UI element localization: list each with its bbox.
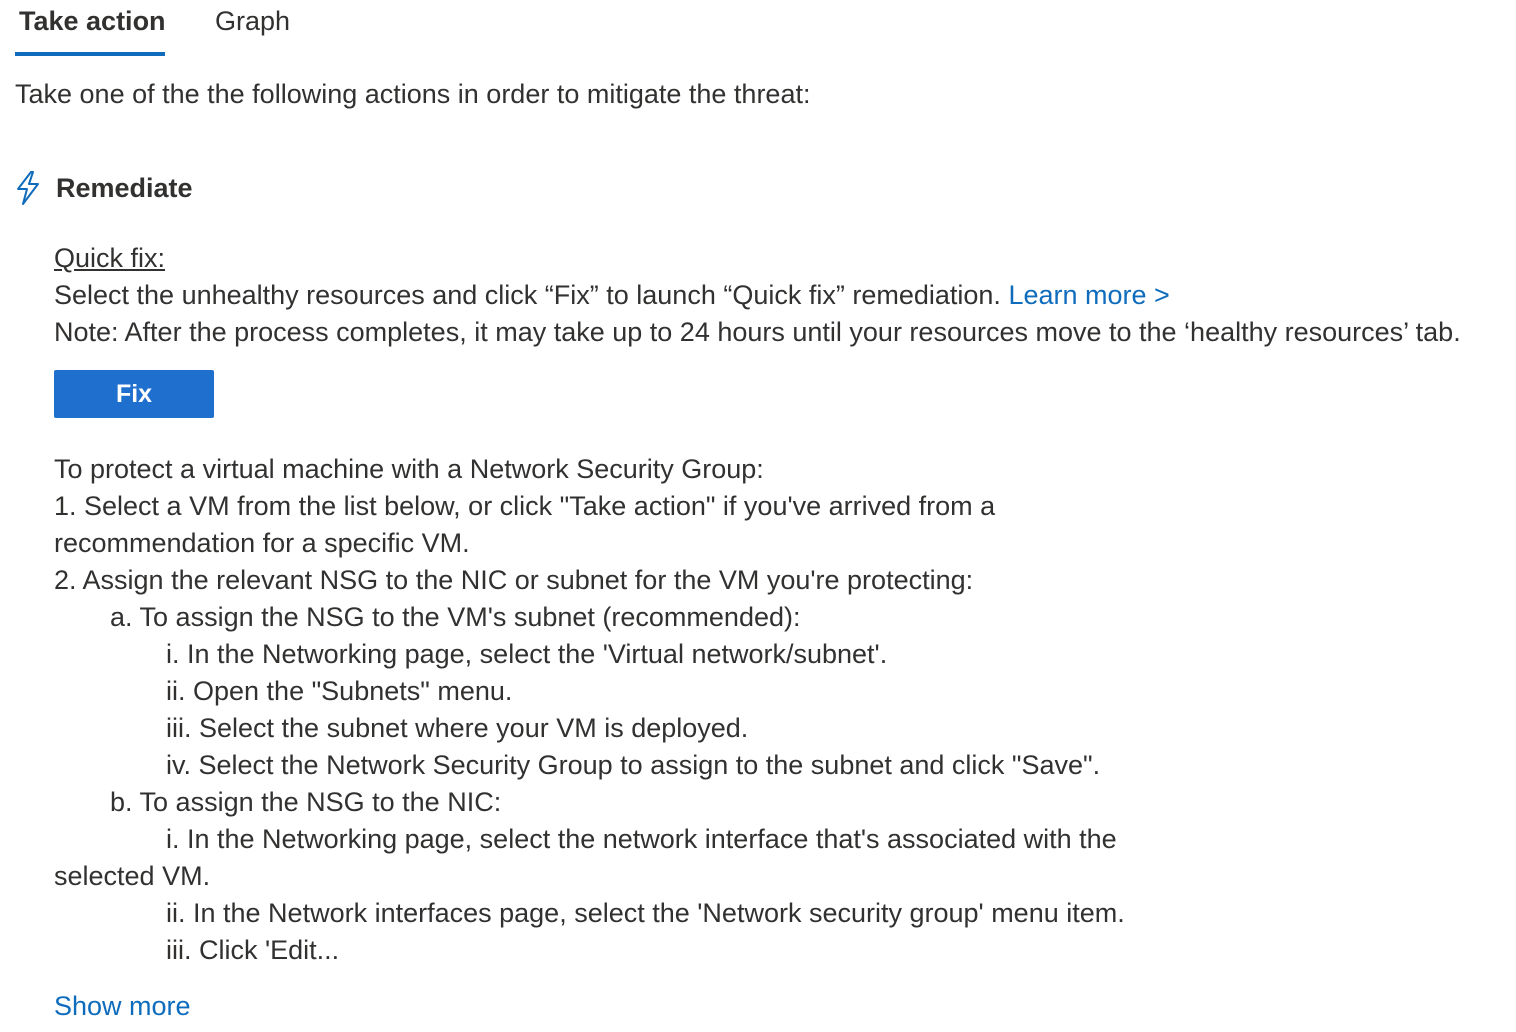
step-line: ii. Open the "Subnets" menu. — [166, 676, 513, 706]
remediate-header — [14, 168, 193, 208]
step-line: recommendation for a specific VM. — [54, 528, 470, 558]
fix-button[interactable]: Fix — [54, 370, 214, 418]
active-tab-indicator — [15, 52, 165, 56]
step-line: selected VM. — [54, 861, 211, 891]
learn-more-link[interactable]: Learn more > — [1008, 280, 1170, 310]
intro-text: Take one of the the following actions in order to mitigate the threat: — [15, 79, 811, 109]
step-line: 2. Assign the relevant NSG to the NIC or subnet for the VM you're protecting: — [54, 565, 974, 595]
step-line: To protect a virtual machine with a Network Security Group: — [54, 454, 764, 484]
step-line: ii. In the Network interfaces page, select the 'Network security group' menu item. — [166, 898, 1125, 928]
tab-take-action[interactable]: Take action — [19, 6, 166, 36]
quick-fix-description — [54, 277, 1514, 314]
quick-fix-label: Quick fix: — [54, 243, 166, 273]
step-line: i. In the Networking page, select the network interface that's associated with the — [166, 824, 1117, 854]
lightning-bolt-icon — [14, 170, 42, 206]
step-line: i. In the Networking page, select the 'Virtual network/subnet'. — [166, 639, 888, 669]
show-more-link[interactable]: Show more — [54, 991, 191, 1021]
manual-remediation-steps — [54, 451, 1125, 969]
step-line: b. To assign the NSG to the NIC: — [110, 787, 502, 817]
step-line: 1. Select a VM from the list below, or click "Take action" if you've arrived from a — [54, 491, 996, 521]
step-line: iv. Select the Network Security Group to assign to the subnet and click "Save". — [166, 750, 1101, 780]
tab-bar — [0, 0, 1516, 56]
step-line: iii. Select the subnet where your VM is deployed. — [166, 713, 749, 743]
step-line: a. To assign the NSG to the VM's subnet (recommended): — [110, 602, 801, 632]
remediate-title: Remediate — [56, 172, 193, 203]
quick-fix-note: Note: After the process completes, it may take up to 24 hours until your resources move to the ‘healthy resources’ tab. — [54, 317, 1461, 347]
tab-graph[interactable]: Graph — [215, 6, 291, 36]
quick-fix-text: Select the unhealthy resources and click “Fix” to launch “Quick fix” remediation. — [54, 280, 1001, 310]
step-line: iii. Click 'Edit... — [166, 935, 340, 965]
quick-fix-section — [54, 240, 1514, 351]
